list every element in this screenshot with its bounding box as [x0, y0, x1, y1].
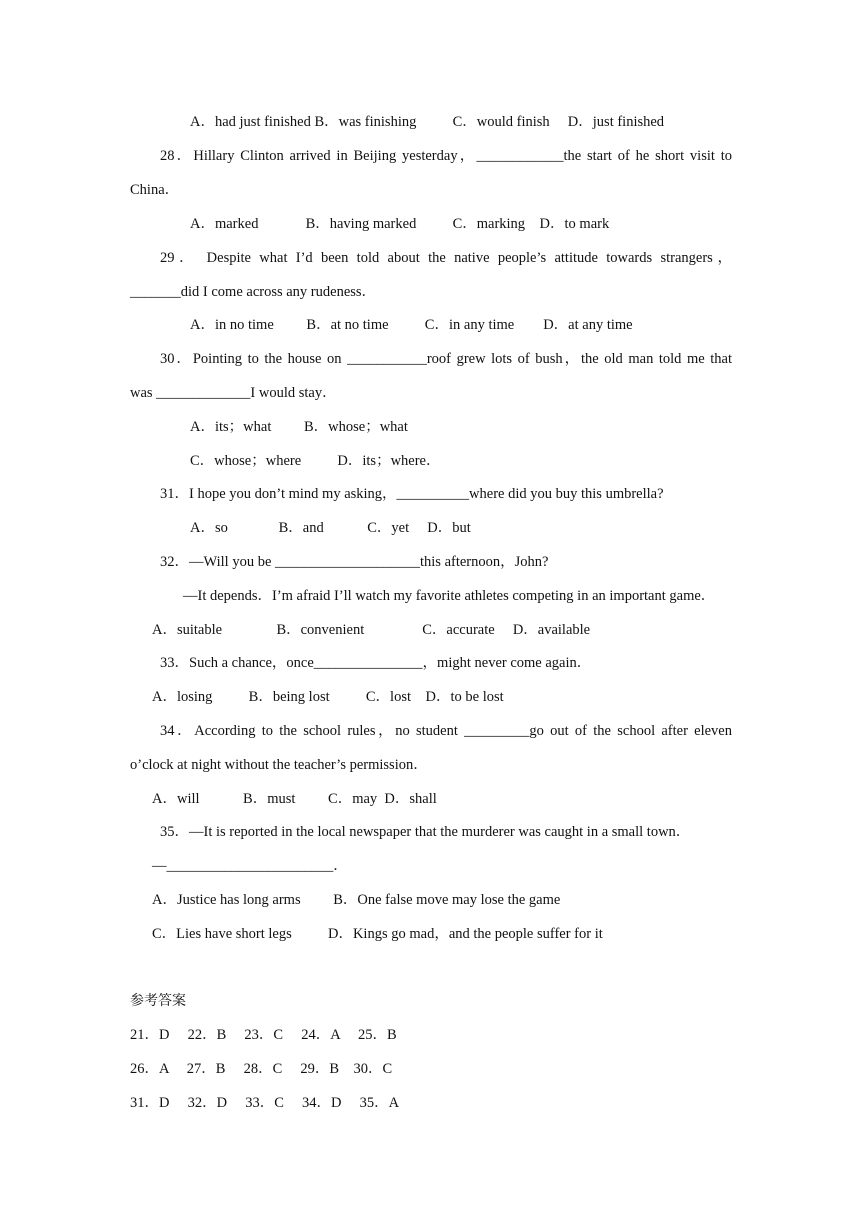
- q34-stem-line1: 34．According to the school rules，no student _________go out of the school after eleven: [160, 723, 732, 739]
- q33-options: A．losing B．being lost C．lost D．to be lost: [152, 689, 504, 705]
- q28-options: A．marked B．having marked C．marking D．to mark: [190, 216, 610, 232]
- q30-options-row1: A．its；what B．whose；what: [190, 419, 408, 435]
- q31-stem: 31．I hope you don’t mind my asking，__________where did you buy this umbrella?: [160, 486, 664, 502]
- q32-options: A．suitable B．convenient C．accurate D．available: [152, 622, 591, 638]
- q28-stem-line2: China．: [130, 182, 180, 198]
- q28-stem-line1: 28．Hillary Clinton arrived in Beijing yesterday，____________the start of he short visit to: [160, 148, 732, 164]
- answer-key-row3: 31．D 32．D 33．C 34．D 35．A: [130, 1095, 400, 1111]
- q29-stem-line1: 29． Despite what I’d been told about the native people’s attitude towards strangers，: [160, 250, 732, 266]
- q30-stem-line1: 30．Pointing to the house on ___________roof grew lots of bush，the old man told me that: [160, 351, 732, 367]
- q29-options: A．in no time B．at no time C．in any time D．at any time: [190, 317, 633, 333]
- q34-stem-line2: o’clock at night without the teacher’s permission．: [130, 757, 428, 773]
- q31-options: A．so B．and C．yet D．but: [190, 520, 471, 536]
- q35-options-row2: C．Lies have short legs D．Kings go mad，and the people suffer for it: [152, 926, 603, 942]
- q29-stem-line2: _______did I come across any rudeness．: [130, 284, 377, 300]
- q35-stem-line2: —_______________________．: [152, 858, 348, 874]
- q35-options-row1: A．Justice has long arms B．One false move may lose the game: [152, 892, 561, 908]
- q33-stem: 33．Such a chance，once_______________，might never come again．: [160, 655, 592, 671]
- q30-options-row2: C．whose；where D．its；where．: [190, 453, 441, 469]
- q30-stem-line2: was _____________I would stay．: [130, 385, 337, 401]
- answer-key-row1: 21．D 22．B 23．C 24．A 25．B: [130, 1027, 397, 1043]
- q27-options: A．had just finished B．was finishing C．would finish D．just finished: [190, 114, 665, 130]
- q32-stem-line1: 32．—Will you be ____________________this afternoon，John?: [160, 554, 549, 570]
- q34-options: A．will B．must C．may D．shall: [152, 791, 437, 807]
- answer-key-row2: 26．A 27．B 28．C 29．B 30．C: [130, 1061, 393, 1077]
- answer-key-heading: 参考答案: [130, 993, 186, 1009]
- q35-stem-line1: 35．—It is reported in the local newspaper that the murderer was caught in a small town．: [160, 824, 691, 840]
- q32-stem-line2: —It depends．I’m afraid I’ll watch my favorite athletes competing in an important game．: [183, 588, 716, 604]
